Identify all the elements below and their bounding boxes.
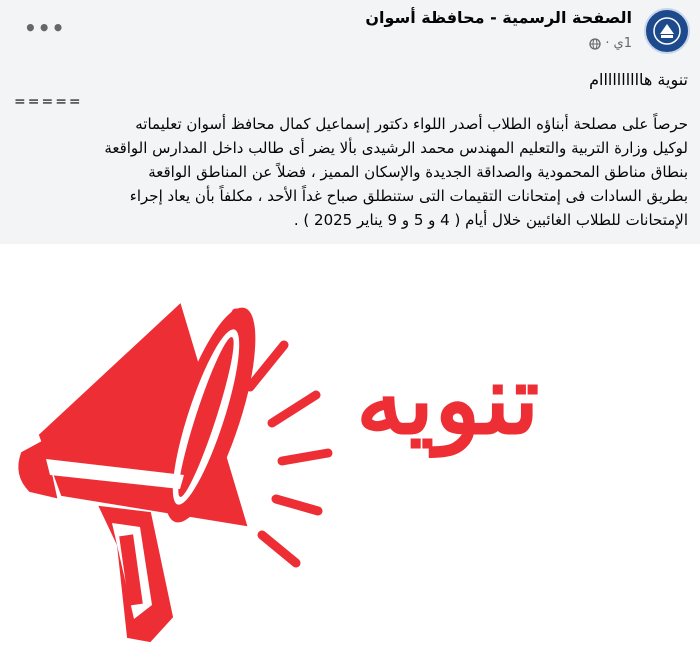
post-header	[0, 0, 700, 66]
body-line: بطريق السادات فى إمتحانات التقيمات التى ستنطلق صباح غداً الأحد ، مكلفاً بأن يعاد إجراء	[129, 187, 688, 205]
megaphone-icon	[0, 245, 700, 669]
post-body	[12, 112, 688, 232]
post-time[interactable]: 1ي	[613, 36, 632, 51]
globe-icon	[589, 38, 601, 50]
post-title: تنوية هاااااااااام	[589, 70, 688, 89]
body-line: الإمتحانات للطلاب الغائبين خلال أيام ( 4 و 5 و 9 يناير 2025 ) .	[293, 211, 688, 229]
text-divider: =====	[14, 94, 83, 110]
page-avatar[interactable]	[644, 8, 690, 54]
notice-word: تنويه	[356, 343, 540, 456]
governorate-logo-icon	[652, 16, 682, 46]
body-line: بنطاق مناطق المحمودية والصداقة الجديدة والإسكان المميز ، فضلاً عن المناطق الواقعة	[148, 163, 688, 181]
page-name-link[interactable]: الصفحة الرسمية - محافظة أسوان	[365, 8, 632, 27]
post-text	[0, 66, 700, 244]
more-options-icon[interactable]: •••	[24, 16, 66, 40]
post-meta	[589, 36, 632, 51]
body-line: حرصاً على مصلحة أبناؤه الطلاب أصدر اللواء دكتور إسماعيل كمال محافظ أسوان تعليماته	[135, 115, 688, 133]
body-line: لوكيل وزارة التربية والتعليم المهندس محمد الرشيدى بألا يضر أى طالب داخل المدارس الواقعة	[104, 139, 688, 157]
post-image[interactable]	[0, 245, 700, 669]
meta-separator: ·	[605, 36, 610, 51]
